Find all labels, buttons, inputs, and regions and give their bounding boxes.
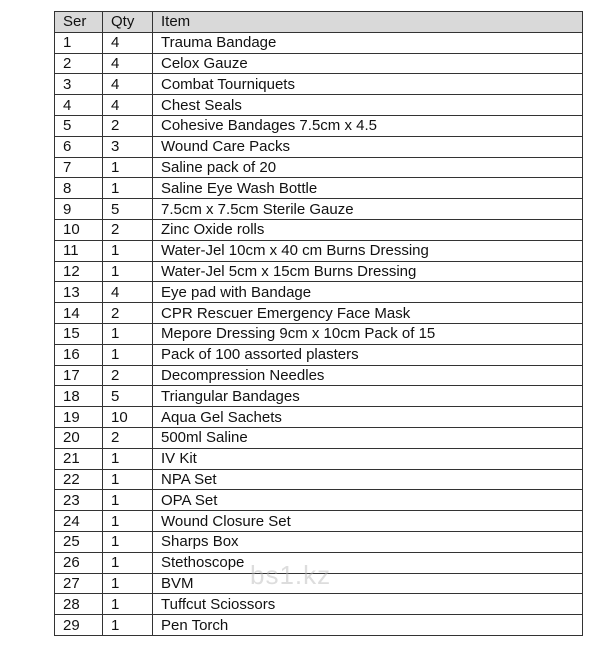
table-row bbox=[55, 95, 583, 116]
table-row bbox=[55, 282, 583, 303]
cell-item: Triangular Bandages bbox=[153, 386, 583, 407]
cell-qty: 2 bbox=[103, 365, 153, 386]
table-row bbox=[55, 594, 583, 615]
cell-item: Combat Tourniquets bbox=[153, 74, 583, 95]
cell-qty: 4 bbox=[103, 95, 153, 116]
cell-ser: 26 bbox=[55, 552, 103, 573]
cell-qty: 4 bbox=[103, 74, 153, 95]
table-row bbox=[55, 531, 583, 552]
cell-ser: 9 bbox=[55, 199, 103, 220]
table-row bbox=[55, 178, 583, 199]
table-row bbox=[55, 490, 583, 511]
cell-qty: 1 bbox=[103, 511, 153, 532]
table-row bbox=[55, 219, 583, 240]
cell-ser: 24 bbox=[55, 511, 103, 532]
cell-ser: 25 bbox=[55, 531, 103, 552]
table-row bbox=[55, 74, 583, 95]
cell-item: Eye pad with Bandage bbox=[153, 282, 583, 303]
cell-qty: 1 bbox=[103, 261, 153, 282]
cell-qty: 2 bbox=[103, 219, 153, 240]
cell-item: Chest Seals bbox=[153, 95, 583, 116]
cell-ser: 20 bbox=[55, 427, 103, 448]
cell-item: Sharps Box bbox=[153, 531, 583, 552]
cell-qty: 1 bbox=[103, 552, 153, 573]
cell-item: Trauma Bandage bbox=[153, 32, 583, 53]
cell-ser: 29 bbox=[55, 615, 103, 636]
cell-ser: 3 bbox=[55, 74, 103, 95]
cell-item: NPA Set bbox=[153, 469, 583, 490]
cell-qty: 1 bbox=[103, 594, 153, 615]
cell-qty: 2 bbox=[103, 427, 153, 448]
cell-item: Stethoscope bbox=[153, 552, 583, 573]
table-row bbox=[55, 240, 583, 261]
cell-ser: 13 bbox=[55, 282, 103, 303]
table-row bbox=[55, 157, 583, 178]
cell-item: 500ml Saline bbox=[153, 427, 583, 448]
cell-qty: 1 bbox=[103, 615, 153, 636]
table-row bbox=[55, 199, 583, 220]
table-row bbox=[55, 136, 583, 157]
cell-ser: 22 bbox=[55, 469, 103, 490]
cell-qty: 1 bbox=[103, 344, 153, 365]
cell-qty: 1 bbox=[103, 240, 153, 261]
cell-qty: 1 bbox=[103, 573, 153, 594]
cell-qty: 1 bbox=[103, 178, 153, 199]
cell-qty: 2 bbox=[103, 115, 153, 136]
cell-ser: 15 bbox=[55, 323, 103, 344]
cell-qty: 10 bbox=[103, 407, 153, 428]
cell-item: Saline pack of 20 bbox=[153, 157, 583, 178]
cell-item: Decompression Needles bbox=[153, 365, 583, 386]
cell-item: Mepore Dressing 9cm x 10cm Pack of 15 bbox=[153, 323, 583, 344]
table-row bbox=[55, 365, 583, 386]
header-item: Item bbox=[153, 12, 583, 33]
cell-ser: 14 bbox=[55, 303, 103, 324]
table-row bbox=[55, 303, 583, 324]
header-qty: Qty bbox=[103, 12, 153, 33]
cell-ser: 21 bbox=[55, 448, 103, 469]
header-row bbox=[55, 12, 583, 33]
cell-qty: 4 bbox=[103, 282, 153, 303]
cell-ser: 17 bbox=[55, 365, 103, 386]
watermark: bs1.kz bbox=[250, 560, 332, 590]
table-row bbox=[55, 427, 583, 448]
cell-qty: 4 bbox=[103, 53, 153, 74]
cell-ser: 19 bbox=[55, 407, 103, 428]
cell-ser: 1 bbox=[55, 32, 103, 53]
cell-item: Tuffcut Sciossors bbox=[153, 594, 583, 615]
cell-item: Wound Closure Set bbox=[153, 511, 583, 532]
cell-qty: 1 bbox=[103, 469, 153, 490]
table-row bbox=[55, 32, 583, 53]
table-row bbox=[55, 448, 583, 469]
cell-item: Pen Torch bbox=[153, 615, 583, 636]
table-row bbox=[55, 115, 583, 136]
cell-item: Water-Jel 10cm x 40 cm Burns Dressing bbox=[153, 240, 583, 261]
cell-item: IV Kit bbox=[153, 448, 583, 469]
cell-qty: 1 bbox=[103, 157, 153, 178]
cell-item: CPR Rescuer Emergency Face Mask bbox=[153, 303, 583, 324]
cell-item: Aqua Gel Sachets bbox=[153, 407, 583, 428]
cell-item: Zinc Oxide rolls bbox=[153, 219, 583, 240]
table-row bbox=[55, 323, 583, 344]
inventory-table bbox=[54, 11, 583, 636]
table-row bbox=[55, 511, 583, 532]
table-row bbox=[55, 469, 583, 490]
cell-qty: 4 bbox=[103, 32, 153, 53]
cell-ser: 5 bbox=[55, 115, 103, 136]
table-row bbox=[55, 407, 583, 428]
cell-item: OPA Set bbox=[153, 490, 583, 511]
cell-qty: 3 bbox=[103, 136, 153, 157]
cell-item: Pack of 100 assorted plasters bbox=[153, 344, 583, 365]
cell-qty: 1 bbox=[103, 323, 153, 344]
cell-item: Celox Gauze bbox=[153, 53, 583, 74]
table-row bbox=[55, 344, 583, 365]
cell-ser: 10 bbox=[55, 219, 103, 240]
cell-qty: 1 bbox=[103, 531, 153, 552]
cell-ser: 28 bbox=[55, 594, 103, 615]
cell-item: Saline Eye Wash Bottle bbox=[153, 178, 583, 199]
header-ser: Ser bbox=[55, 12, 103, 33]
cell-item: 7.5cm x 7.5cm Sterile Gauze bbox=[153, 199, 583, 220]
table-header bbox=[55, 12, 583, 33]
table-row bbox=[55, 53, 583, 74]
cell-ser: 27 bbox=[55, 573, 103, 594]
cell-ser: 6 bbox=[55, 136, 103, 157]
cell-qty: 5 bbox=[103, 199, 153, 220]
cell-qty: 1 bbox=[103, 490, 153, 511]
cell-ser: 16 bbox=[55, 344, 103, 365]
cell-ser: 7 bbox=[55, 157, 103, 178]
cell-ser: 11 bbox=[55, 240, 103, 261]
cell-qty: 1 bbox=[103, 448, 153, 469]
table-body bbox=[55, 32, 583, 635]
cell-ser: 8 bbox=[55, 178, 103, 199]
cell-item: BVM bbox=[153, 573, 583, 594]
cell-item: Cohesive Bandages 7.5cm x 4.5 bbox=[153, 115, 583, 136]
cell-qty: 2 bbox=[103, 303, 153, 324]
cell-item: Wound Care Packs bbox=[153, 136, 583, 157]
cell-ser: 4 bbox=[55, 95, 103, 116]
table-row bbox=[55, 615, 583, 636]
cell-qty: 5 bbox=[103, 386, 153, 407]
cell-ser: 18 bbox=[55, 386, 103, 407]
cell-ser: 12 bbox=[55, 261, 103, 282]
cell-ser: 23 bbox=[55, 490, 103, 511]
table-row bbox=[55, 386, 583, 407]
cell-item: Water-Jel 5cm x 15cm Burns Dressing bbox=[153, 261, 583, 282]
table-row bbox=[55, 261, 583, 282]
cell-ser: 2 bbox=[55, 53, 103, 74]
